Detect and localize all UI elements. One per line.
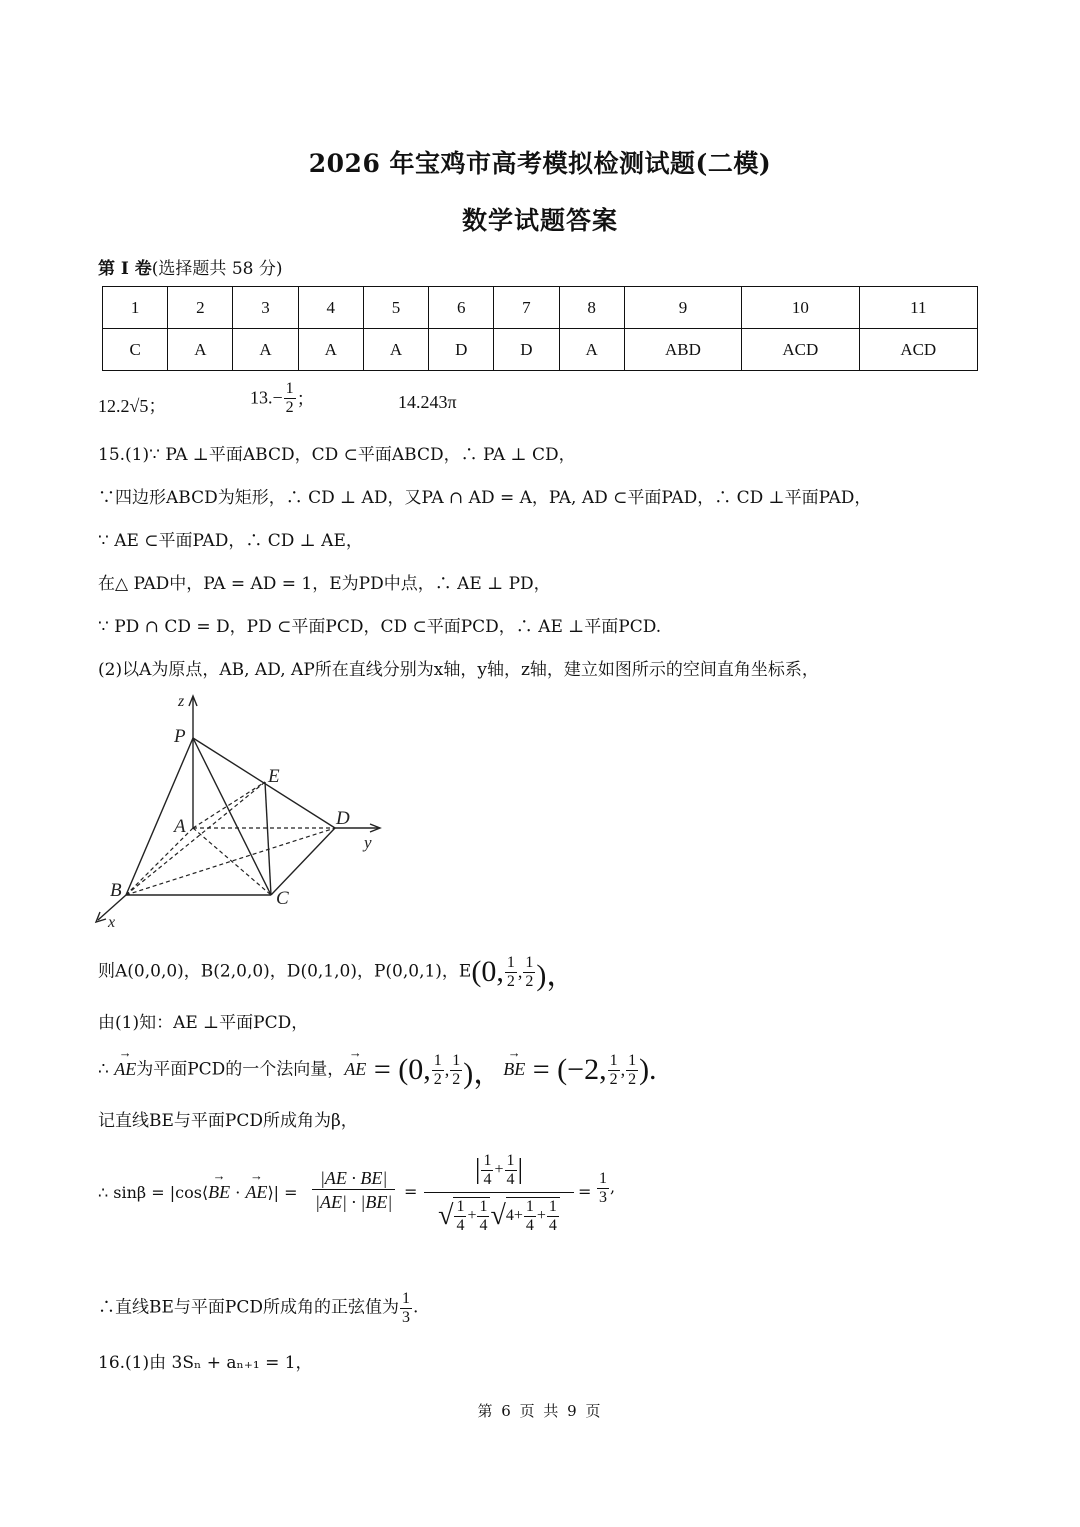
vector-ratio <box>312 1168 395 1213</box>
fraction-numerator: 1 <box>479 1198 488 1216</box>
ae-open: = (0, <box>366 1053 431 1086</box>
fraction-denominator: 3 <box>599 1188 607 1206</box>
page-subtitle: 数学试题答案 <box>461 206 618 235</box>
answer-cell: ACD <box>742 329 859 371</box>
page-title: 2026 年宝鸡市高考模拟检测试题(二模) <box>308 149 772 178</box>
numeric-denominator: √ $\frac{1}{4}$ + $\frac{1}{4}$ √4+ $\frac{1}{4}$ + $\frac{1}{4}$ <box>424 1193 574 1234</box>
fill-in-answers <box>98 380 598 430</box>
four: 4 <box>505 1207 514 1225</box>
be-close: ). <box>639 1053 657 1086</box>
sine-lhs-text: ∴ sinβ = |cos⟨ <box>98 1183 209 1202</box>
section-heading <box>98 254 283 279</box>
q15-line-6: (2)以A为原点，AB, AD, AP所在直线分别为x轴，y轴，z轴，建立如图所示的空间直角坐标系， <box>98 660 819 680</box>
label-y: y <box>364 833 372 852</box>
question-number: 2 <box>168 287 233 329</box>
equals: = <box>578 1182 592 1201</box>
q15-line-2: ∵四边形ABCD为矩形，∴ CD ⊥ AD，又PA ∩ AD = A，PA, AD ⊂平面PAD，∴ CD ⊥平面PAD， <box>98 488 872 508</box>
edge-PC <box>193 738 271 895</box>
vector-ae: → AE <box>344 1059 366 1080</box>
answer-cell: D <box>494 329 559 371</box>
conclusion-line <box>98 1290 418 1326</box>
therefore: ∴ <box>98 1059 115 1080</box>
plus: + <box>536 1207 546 1225</box>
conclusion-end: . <box>412 1297 419 1318</box>
fraction-numerator: 1 <box>506 1152 515 1169</box>
q13-suffix: ； <box>296 389 315 410</box>
fraction-numerator: 1 <box>525 1198 534 1216</box>
answer-cell: ABD <box>624 329 741 371</box>
question-number: 9 <box>624 287 741 329</box>
fraction-numerator: 1 <box>548 1198 557 1216</box>
fraction-numerator: 1 <box>599 1170 607 1187</box>
plus: + <box>494 1161 504 1179</box>
conclusion-text: ∴直线BE与平面PCD所成角的正弦值为 <box>98 1297 399 1318</box>
answer-row <box>103 329 978 371</box>
fraction-numerator: 1 <box>525 953 534 971</box>
vector-be: → BE <box>208 1182 230 1203</box>
plus: + <box>467 1207 477 1225</box>
q15-line-5: ∵ PD ∩ CD = D，PD ⊂平面PCD，CD ⊂平面PCD，∴ AE ⊥平面PCD. <box>98 617 662 637</box>
answer-table <box>102 286 978 371</box>
vector-be: → BE <box>503 1059 525 1080</box>
normal-vector-line <box>98 1048 657 1092</box>
fraction-denominator: 4 <box>525 1216 534 1234</box>
question-number: 4 <box>298 287 363 329</box>
answer-cell: C <box>103 329 168 371</box>
label-P: P <box>174 726 186 747</box>
answer-cell: ACD <box>859 329 977 371</box>
fraction-denominator: 2 <box>628 1070 637 1088</box>
section-description: (选择题共 58 分) <box>151 259 283 279</box>
normal-text: 为平面PCD的一个法向量， <box>136 1059 345 1080</box>
fraction-denominator: 4 <box>456 1216 465 1234</box>
question-number: 10 <box>742 287 859 329</box>
question-number: 8 <box>559 287 624 329</box>
fraction-numerator: 1 <box>456 1198 465 1216</box>
label-C: C <box>276 888 289 909</box>
fraction-denominator: 4 <box>483 1170 492 1188</box>
sine-lhs-close: ⟩| = <box>267 1183 298 1202</box>
angle-definition-line: 记直线BE与平面PCD所成角为β， <box>98 1111 358 1131</box>
label-x: x <box>108 914 116 931</box>
from-part1-line: 由(1)知：AE ⊥平面PCD， <box>98 1013 309 1033</box>
e-open: (0, <box>471 955 504 988</box>
answer-cell: A <box>168 329 233 371</box>
fraction-numerator: 1 <box>285 380 294 397</box>
edge-AB <box>126 828 193 895</box>
edge-BE <box>126 782 265 895</box>
page-footer: 第 6 页 共 9 页 <box>477 1402 603 1420</box>
result-fraction <box>596 1170 615 1206</box>
label-D: D <box>336 808 350 829</box>
answer-q14: 14.243π <box>398 392 457 412</box>
label-B: B <box>110 880 122 901</box>
answer-cell: D <box>429 329 494 371</box>
fraction-numerator: 1 <box>433 1051 442 1069</box>
question-number: 1 <box>103 287 168 329</box>
label-z: z <box>178 693 185 710</box>
dot: · <box>230 1183 246 1202</box>
e-close: )， <box>536 959 577 992</box>
fraction-denominator: 2 <box>285 398 294 416</box>
equals: = <box>404 1182 418 1201</box>
pyramid-diagram <box>90 690 390 935</box>
question-number: 5 <box>363 287 428 329</box>
fraction-numerator: 1 <box>609 1051 618 1069</box>
vector-ae: → AE <box>245 1182 267 1203</box>
question-number: 11 <box>859 287 977 329</box>
be-open: = (−2, <box>525 1053 607 1086</box>
answer-cell: A <box>233 329 298 371</box>
numeric-ratio <box>424 1152 574 1234</box>
ae-close: )， <box>463 1057 504 1090</box>
answer-q12: 12.2√5； <box>98 396 167 416</box>
ratio-numerator: |AE · BE| <box>312 1168 395 1190</box>
label-A: A <box>174 816 186 837</box>
edge-AE <box>193 782 265 828</box>
sine-formula <box>98 1152 798 1272</box>
question-number: 6 <box>429 287 494 329</box>
question-number-row <box>103 287 978 329</box>
fraction-denominator: 3 <box>401 1308 410 1326</box>
sine-lhs <box>98 1182 298 1203</box>
comma: , <box>444 1059 450 1080</box>
q13-fraction <box>284 380 296 416</box>
vector-ae: → AE <box>114 1059 136 1080</box>
fraction-numerator: 1 <box>401 1290 410 1307</box>
trail-comma: , <box>610 1177 616 1197</box>
fraction-denominator: 2 <box>525 972 534 990</box>
answer-q13 <box>250 380 315 416</box>
fraction-denominator: 4 <box>479 1216 488 1234</box>
fraction-denominator: 4 <box>548 1216 557 1234</box>
coordinates-text: 则A(0,0,0)，B(2,0,0)，D(0,1,0)，P(0,0,1)，E <box>98 961 472 982</box>
ratio-denominator: |AE| · |BE| <box>315 1192 393 1212</box>
answer-cell: A <box>559 329 624 371</box>
question-number: 3 <box>233 287 298 329</box>
coordinates-line <box>98 950 576 994</box>
q13-prefix: 13.− <box>250 387 283 408</box>
q15-line-1: 15.(1)∵ PA ⊥平面ABCD，CD ⊂平面ABCD，∴ PA ⊥ CD， <box>98 445 576 465</box>
plus: + <box>513 1207 523 1225</box>
comma: , <box>517 961 523 982</box>
numeric-numerator: | $\frac{1}{4}$ + $\frac{1}{4}$ | <box>424 1152 574 1193</box>
fraction-numerator: 1 <box>483 1152 492 1169</box>
edge-EC <box>265 782 271 895</box>
fraction-numerator: 1 <box>628 1051 637 1069</box>
fraction-denominator: 2 <box>609 1070 618 1088</box>
comma: , <box>620 1059 626 1080</box>
q16-line: 16.(1)由 3Sₙ + aₙ₊₁ = 1， <box>98 1353 313 1373</box>
fraction-numerator: 1 <box>506 953 515 971</box>
fraction-denominator: 2 <box>506 972 515 990</box>
edge-AC <box>193 828 271 895</box>
answer-cell: A <box>363 329 428 371</box>
fraction-denominator: 2 <box>452 1070 461 1088</box>
label-E: E <box>268 766 280 787</box>
section-label: 第 I 卷 <box>98 259 152 279</box>
q15-line-4: 在△ PAD中，PA = AD = 1，E为PD中点，∴ AE ⊥ PD， <box>98 574 551 594</box>
q15-line-3: ∵ AE ⊂平面PAD，∴ CD ⊥ AE， <box>98 531 363 551</box>
fraction-denominator: 2 <box>433 1070 442 1088</box>
fraction-denominator: 4 <box>506 1170 515 1188</box>
answer-cell: A <box>298 329 363 371</box>
question-number: 7 <box>494 287 559 329</box>
fraction-numerator: 1 <box>452 1051 461 1069</box>
